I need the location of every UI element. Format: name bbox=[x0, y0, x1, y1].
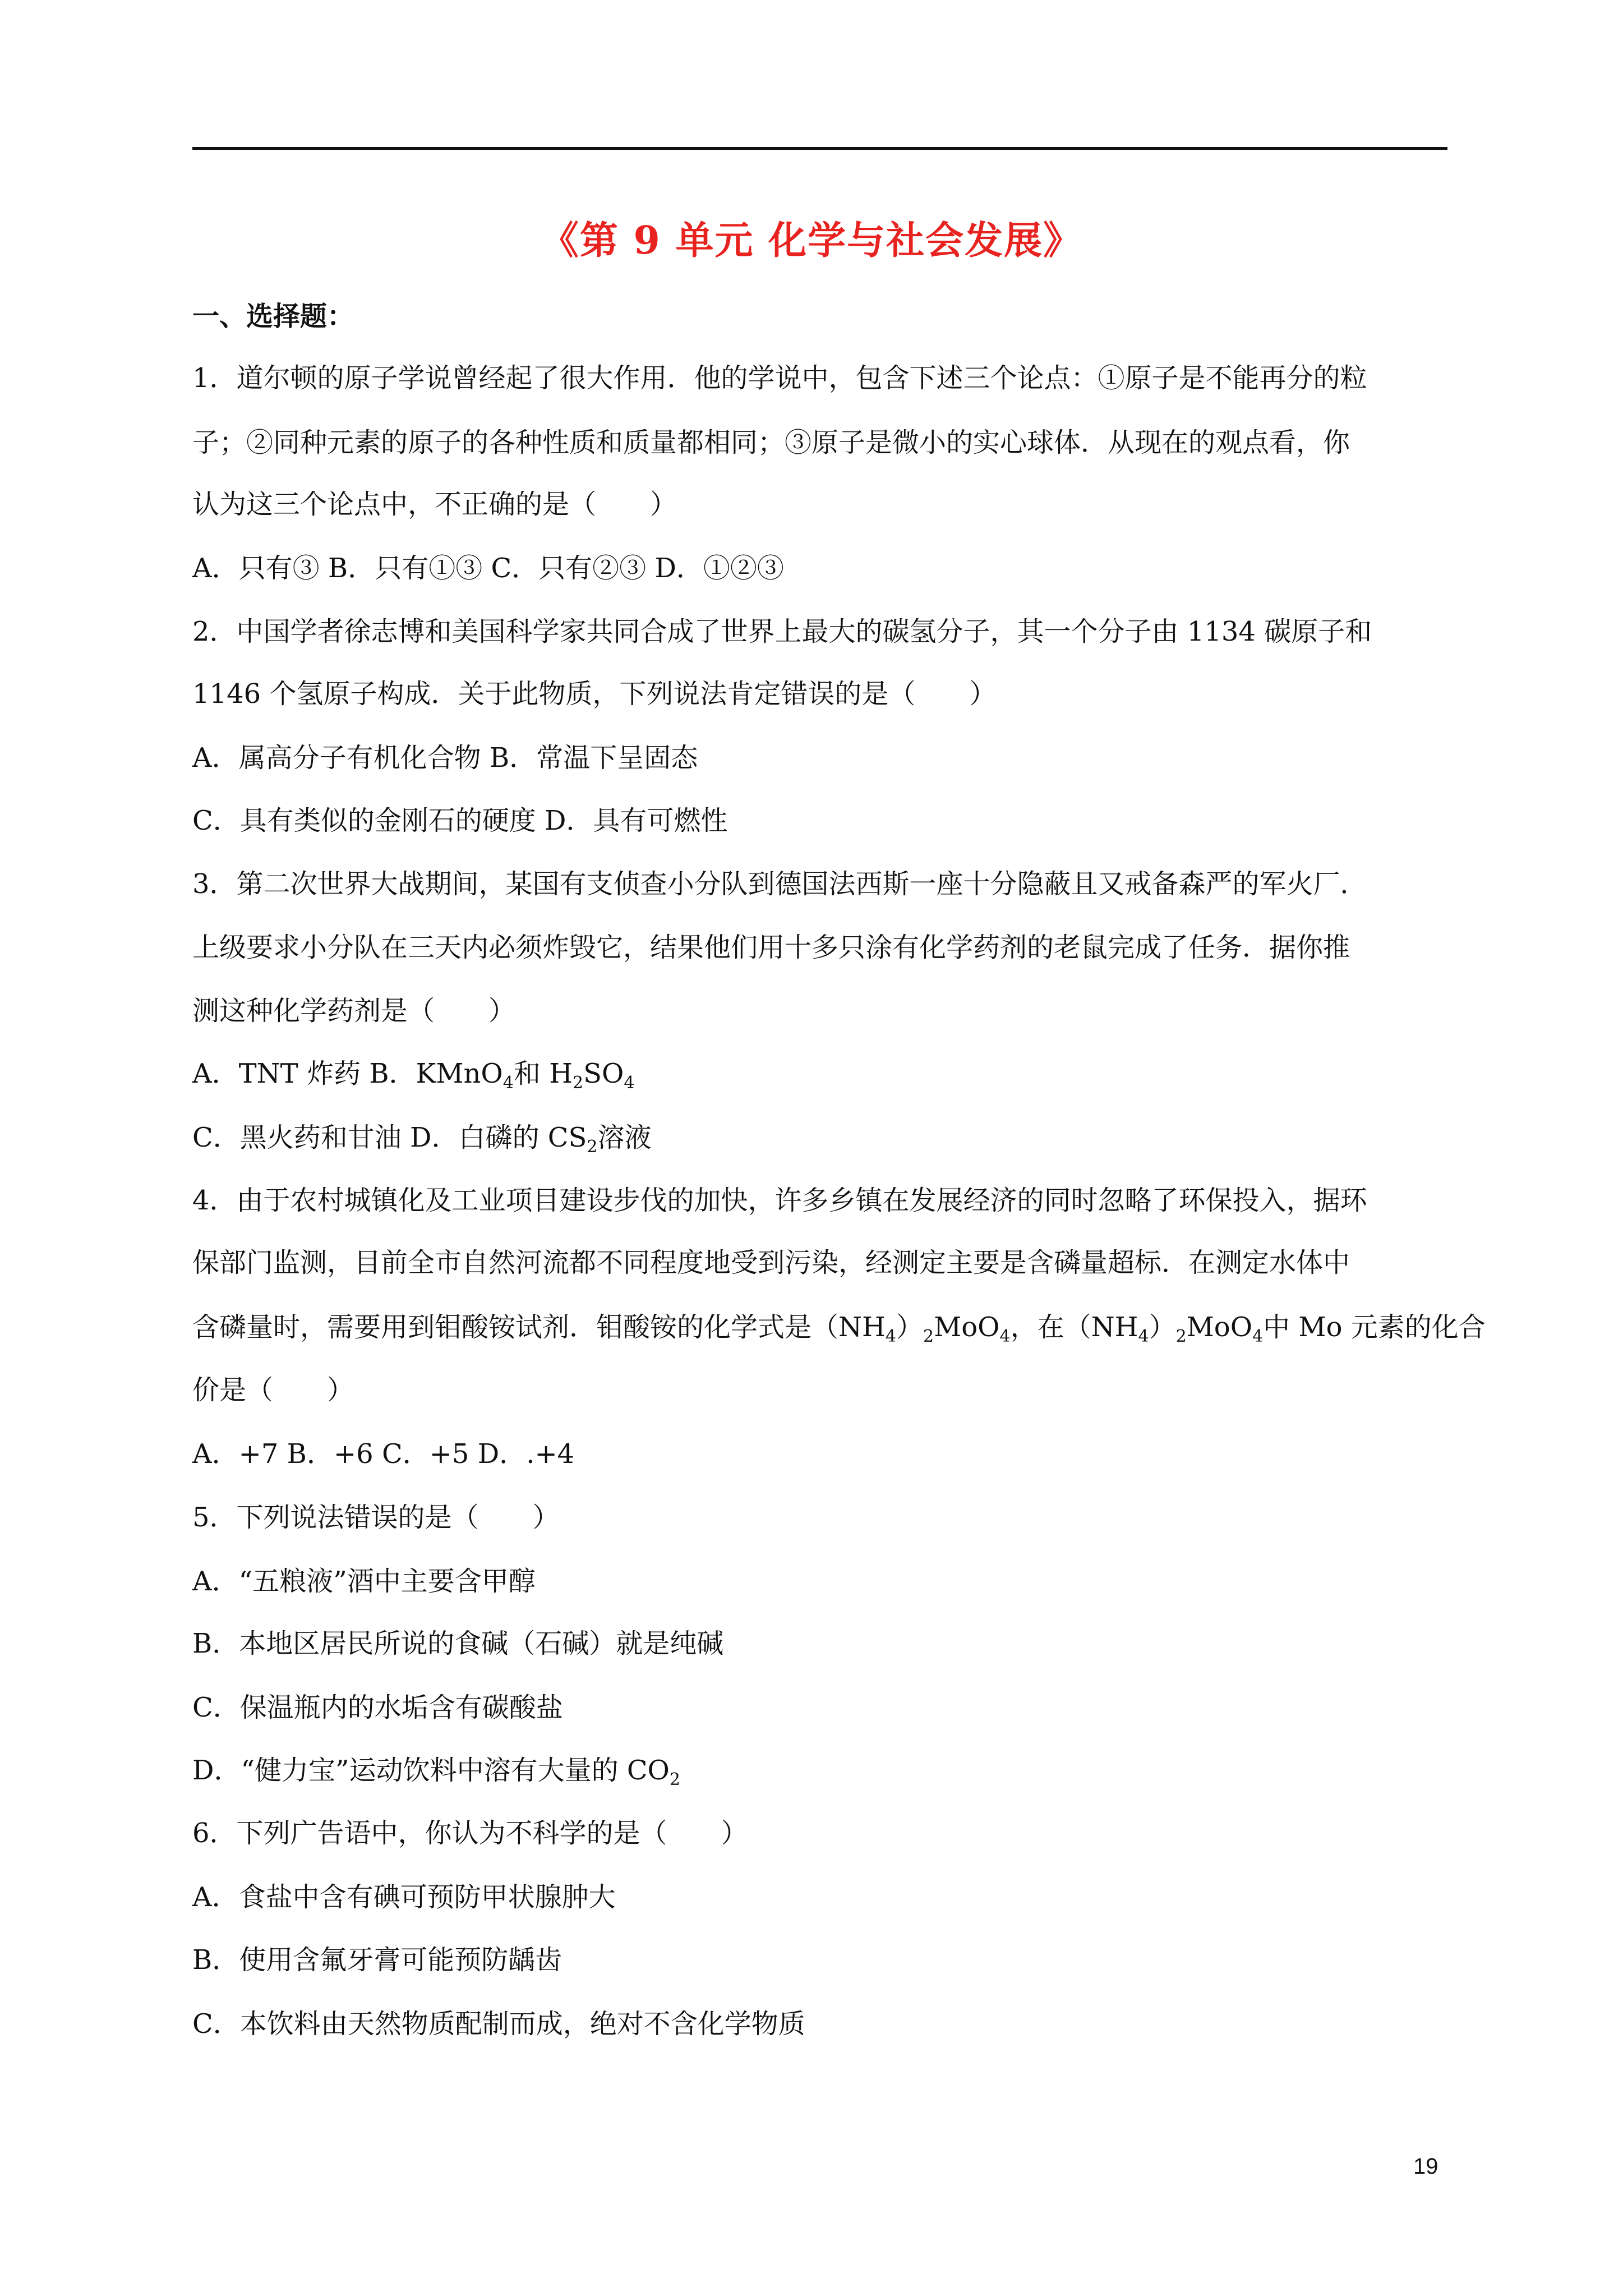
section-heading: 一、选择题： bbox=[192, 301, 354, 332]
question-1-line-2: 子；②同种元素的原子的各种性质和质量都相同；③原子是微小的实心球体．从现在的观点看，你 bbox=[192, 427, 1350, 458]
question-4-options: A．+7 B．+6 C．+5 D．.+4 bbox=[192, 1438, 575, 1470]
question-5-stem: 5．下列说法错误的是（ ） bbox=[192, 1502, 560, 1533]
header-rule bbox=[192, 147, 1447, 150]
question-1-options: A．只有③ B．只有①③ C．只有②③ D．①②③ bbox=[192, 553, 784, 584]
question-1-line-3: 认为这三个论点中，不正确的是（ ） bbox=[192, 489, 677, 520]
question-3-line-2: 上级要求小分队在三天内必须炸毁它，结果他们用十多只涂有化学药剂的老鼠完成了任务．据你推 bbox=[192, 932, 1350, 963]
question-1-line-1: 1．道尔顿的原子学说曾经起了很大作用．他的学说中，包含下述三个论点：①原子是不能再分的粒 bbox=[192, 362, 1367, 394]
question-6-option-a: A．食盐中含有碘可预防甲状腺肿大 bbox=[192, 1881, 616, 1913]
question-2-line-1: 2．中国学者徐志博和美国科学家共同合成了世界上最大的碳氢分子，其一个分子由 1134 碳原子和 bbox=[192, 616, 1372, 647]
page-number: 19 bbox=[1413, 2154, 1438, 2179]
question-2-options-ab: A．属高分子有机化合物 B．常温下呈固态 bbox=[192, 742, 698, 774]
question-4-line-4: 价是（ ） bbox=[192, 1374, 354, 1406]
question-4-line-2: 保部门监测，目前全市自然河流都不同程度地受到污染，经测定主要是含磷量超标．在测定水体中 bbox=[192, 1247, 1350, 1278]
question-4-line-1: 4．由于农村城镇化及工业项目建设步伐的加快，许多乡镇在发展经济的同时忽略了环保投入，据环 bbox=[192, 1185, 1367, 1216]
question-6-option-b: B．使用含氟牙膏可能预防龋齿 bbox=[192, 1944, 562, 1976]
question-6-stem: 6．下列广告语中，你认为不科学的是（ ） bbox=[192, 1818, 748, 1849]
question-3-line-1: 3．第二次世界大战期间，某国有支侦查小分队到德国法西斯一座十分隐蔽且又戒备森严的军火厂． bbox=[192, 868, 1367, 900]
question-3-line-3: 测这种化学药剂是（ ） bbox=[192, 995, 516, 1027]
question-3-options-cd: C．黑火药和甘油 D．白磷的 $CS_2$溶液 bbox=[192, 1122, 652, 1157]
question-5-option-d: D．“健力宝”运动饮料中溶有大量的 $CO_2$ bbox=[192, 1755, 680, 1789]
question-5-option-c: C．保温瓶内的水垢含有碳酸盐 bbox=[192, 1692, 563, 1723]
question-3-options-ab: A．TNT 炸药 B．KMnO$_4$和 $H_2SO_4$ bbox=[192, 1058, 635, 1093]
question-5-option-a: A．“五粮液”酒中主要含甲醇 bbox=[192, 1566, 536, 1597]
question-6-option-c: C．本饮料由天然物质配制而成，绝对不含化学物质 bbox=[192, 2008, 805, 2040]
document-title: 《第 9 单元 化学与社会发展》 bbox=[540, 218, 1083, 263]
question-2-options-cd: C．具有类似的金刚石的硬度 D．具有可燃性 bbox=[192, 805, 728, 836]
question-2-line-2: 1146 个氢原子构成．关于此物质，下列说法肯定错误的是（ ） bbox=[192, 678, 997, 710]
question-4-line-3: 含磷量时，需要用到钼酸铵试剂．钼酸铵的化学式是$(NH_4)_2MoO_4$，在$(NH_4)_2MoO_4$中 Mo 元素的化合 bbox=[192, 1312, 1486, 1346]
question-5-option-b: B．本地区居民所说的食碱（石碱）就是纯碱 bbox=[192, 1628, 724, 1659]
